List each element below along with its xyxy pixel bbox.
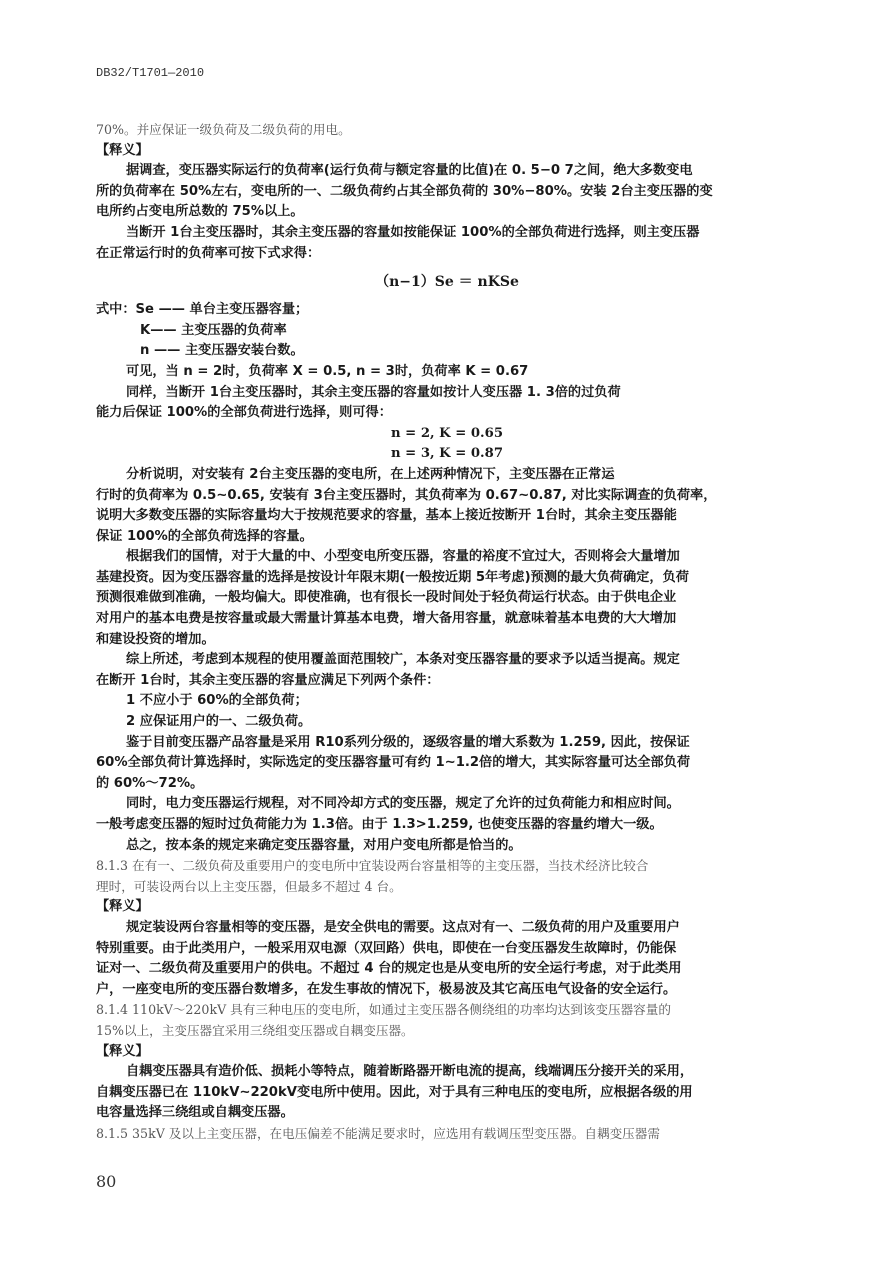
formula-definitions [96,300,798,362]
results-block [96,424,798,465]
text-line: 电容量选择三绕组或自耦变压器。 [96,1105,294,1121]
text-line: 对用户的基本电费是按容量或最大需量计算基本电费，增大备用容量，就意味着基本电费的大大增加 [96,611,677,627]
text-line: 自耦变压器具有造价低、损耗小等特点，随着断路器开断电流的提高，线端调压分接开关的采用， [126,1064,694,1080]
text-line: 综上所述，考虑到本规程的使用覆盖面范围较广，本条对变压器容量的要求予以适当提高。规定 [126,652,680,668]
text-line: 【释义】 [96,899,149,915]
text-line: 70%。并应保证一级负荷及二级负荷的用电。 [96,122,351,137]
definition-line: 式中：Se —— 单台主变压器容量； [96,302,309,318]
text-line: 15%以上，主变压器宜采用三绕组变压器或自耦变压器。 [96,1022,414,1038]
text-line: 【释义】 [96,142,149,158]
text-line: 1 不应小于 60%的全部负荷； [126,693,308,709]
text-line: 规定装设两台容量相等的变压器，是安全供电的需要。这点对有一、二级负荷的用户及重要用户 [126,919,680,935]
text-line: 保证 100%的全部负荷选择的容量。 [96,528,313,544]
text-line: 电所约占变电所总数的 75%以上。 [96,204,304,220]
text-line: 同样，当断开 1台主变压器时，其余主变压器的容量如按计人变压器 1. 3倍的过负荷 [126,384,621,400]
text-line: 【释义】 [96,1043,149,1059]
text-line: 特别重要。由于此类用户，一般采用双电源（双回路）供电，即使在一台变压器发生故障时，仍能保 [96,940,677,956]
section-intro [96,120,798,264]
text-line: 60%全部负荷计算选择时，实际选定的变压器容量可有约 1∼1.2倍的增大，其实际容量可达全部负荷 [96,755,691,771]
text-line: 同时，电力变压器运行规程，对不同冷却方式的变压器，规定了允许的过负荷能力和相应时间。 [126,796,680,812]
text-line: 一般考虑变压器的短时过负荷能力为 1.3倍。由于 1.3>1.259, 也使变压器的容量约增大一级。 [96,817,663,832]
text-line: 理时，可装设两台以上主变压器，但最多不超过 4 台。 [96,878,402,894]
text-line: 在正常运行时的负荷率可按下式求得： [96,245,321,261]
text-line: 的 60%～72%。 [96,775,204,791]
text-line: 分析说明，对安装有 2台主变压器的变电所，在上述两种情况下，主变压器在正常运 [126,466,615,482]
text-line: 可见，当 n = 2时，负荷率 X = 0.5, n = 3时，负荷率 K = 0.67 [126,363,529,379]
text-line: 8.1.3 在有一、二级负荷及重要用户的变电所中宜装设两台容量相等的主变压器，当技术经济比较合 [96,858,649,874]
text-line: 根据我们的国情，对于大量的中、小型变电所变压器，容量的裕度不宜过大，否则将会大量增加 [126,549,680,565]
text-line: 鉴于目前变压器产品容量是采用 R10系列分级的，逐级容量的增大系数为 1.259, 因此，按保证 [126,734,690,750]
text-line: 行时的负荷率为 0.5∼0.65, 安装有 3台主变压器时，其负荷率为 0.67∼0.87, 对比实际调查的负荷率， [96,487,717,503]
text-line: 能力后保证 100%的全部负荷进行选择，则可得： [96,405,392,421]
text-line: 自耦变压器已在 110kV∼220kV变电所中使用。因此，对于具有三种电压的变电所，应根据各级的用 [96,1084,693,1100]
definition-line: n —— 主变压器安装台数。 [140,343,304,359]
section-conclusions [96,465,798,1145]
text-line: 在断开 1台时，其余主变压器的容量应满足下列两个条件： [96,672,440,688]
text-line: 当断开 1台主变压器时，其余主变压器的容量如按能保证 100%的全部负荷进行选择，则主变压器 [126,224,700,240]
text-line: 说明大多数变压器的实际容量均大于按规范要求的容量，基本上接近按断开 1台时，其余主变压器能 [96,508,677,524]
definition-line: K—— 主变压器的负荷率 [140,322,287,338]
text-line: 证对一、二级负荷及重要用户的供电。不超过 4 台的规定也是从变电所的安全运行考虑，对于此类用 [96,961,682,977]
text-line: 总之，按本条的规定来确定变压器容量，对用户变电所都是恰当的。 [126,837,522,853]
text-line: 8.1.4 110kV～220kV 具有三种电压的变电所，如通过主变压器各侧绕组的功率均达到该变压器容量的 [96,1002,671,1018]
text-line: 据调查，变压器实际运行的负荷率(运行负荷与额定容量的比值)在 0. 5−0 7之间，绝大多数变电 [126,163,693,179]
text-line: 户，一座变电所的变压器台数增多，在发生事故的情况下，极易波及其它高压电气设备的安全运行。 [96,981,677,997]
text-line: 所的负荷率在 50%左右，变电所的一、二级负荷约占其全部负荷的 30%−80%。安装 2台主变压器的变 [96,183,713,199]
result-line: n = 2, K = 0.65 [391,425,503,441]
text-line: 基建投资。因为变压器容量的选择是按设计年限末期(一般按近期 5年考虑)预测的最大负荷确定，负荷 [96,569,689,585]
formula: （n−1）Se ＝ nKSe [375,274,519,291]
text-line: 和建设投资的增加。 [96,631,215,647]
document-body [96,120,798,1145]
page-number: 80 [96,1172,117,1191]
document-code: DB32/T1701—2010 [96,66,205,80]
text-line: 2 应保证用户的一、二级负荷。 [126,714,312,730]
text-line: 预测很难做到准确，一般均偏大。即使准确，也有很长一段时间处于轻负荷运行状态。由于供电企业 [96,590,677,606]
text-line: 8.1.5 35kV 及以上主变压器，在电压偏差不能满足要求时，应选用有载调压型变压器。自耦变压器需 [96,1125,660,1141]
result-line: n = 3, K = 0.87 [391,446,503,462]
section-analysis [96,362,798,424]
